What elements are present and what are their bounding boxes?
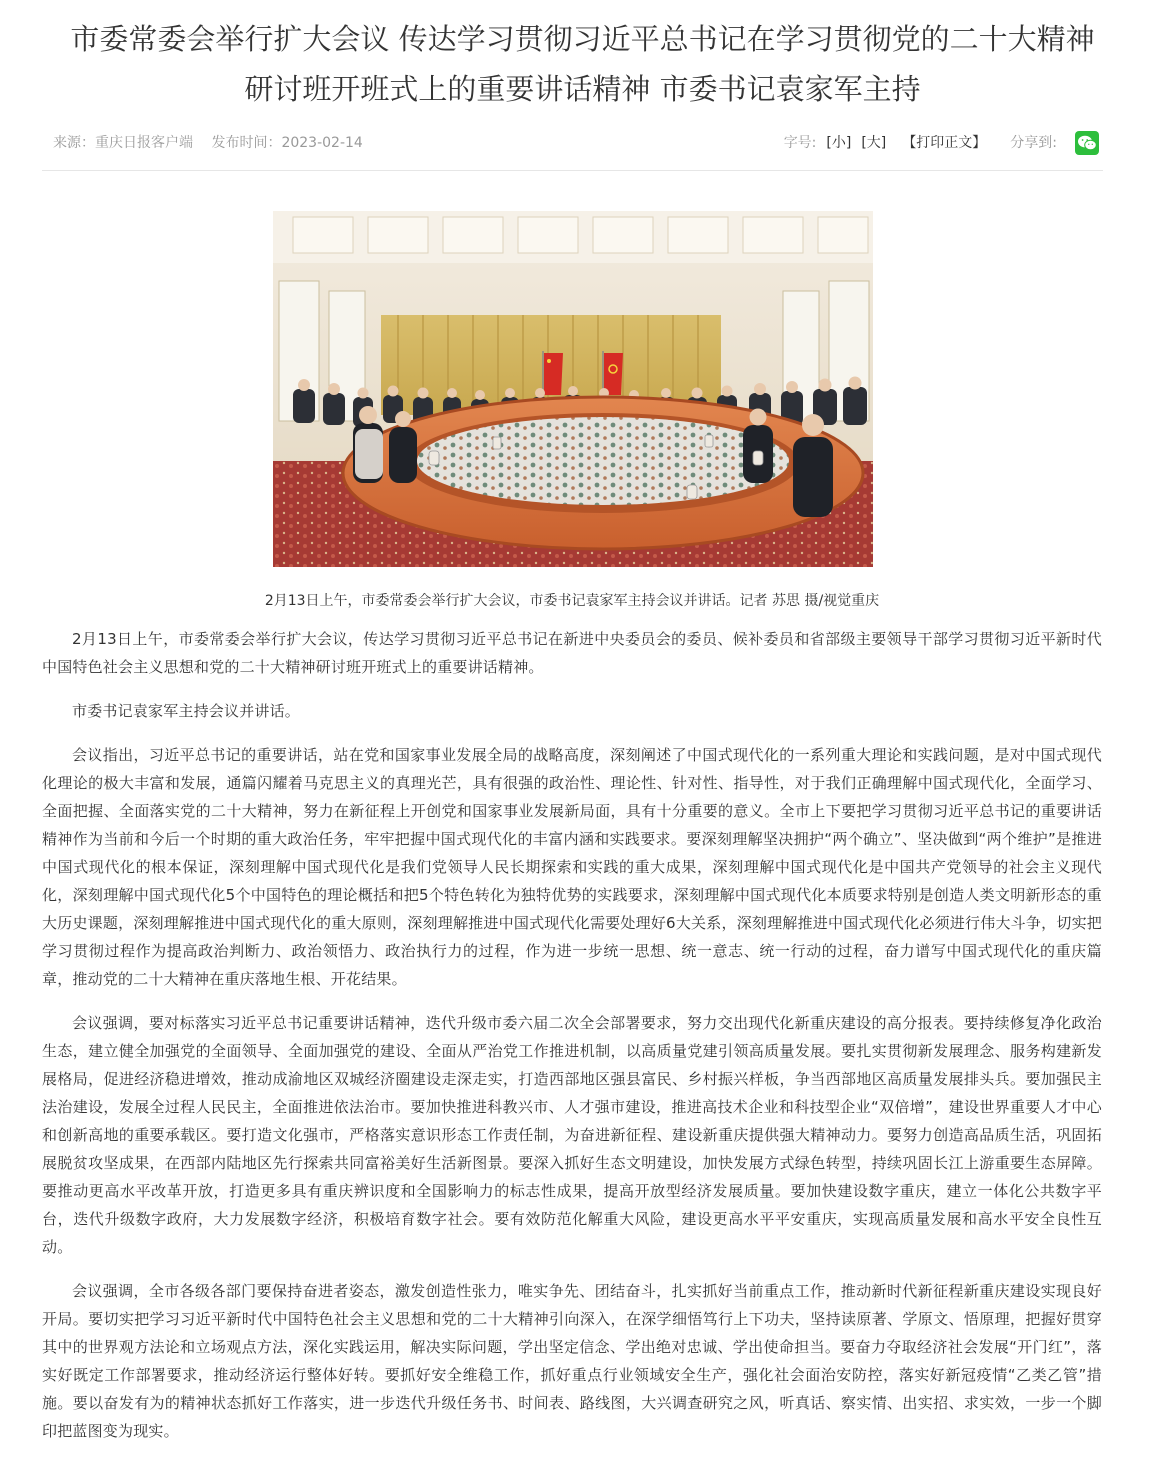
font-size-large-button[interactable]: [大] bbox=[861, 135, 887, 151]
article-toolbar bbox=[784, 128, 1099, 158]
photo-caption: 2月13日上午，市委常委会举行扩大会议，市委书记袁家军主持会议并讲话。记者 苏思 摄/视觉重庆 bbox=[264, 593, 880, 609]
wechat-icon bbox=[1077, 134, 1097, 152]
article-title-line-1: 市委常委会举行扩大会议 传达学习贯彻习近平总书记在学习贯彻党的二十大精神 bbox=[70, 22, 1095, 56]
article-body bbox=[42, 625, 1102, 1461]
article-meta-bar bbox=[53, 128, 1099, 158]
article-title-line-2: 研讨班开班式上的重要讲话精神 市委书记袁家军主持 bbox=[244, 72, 921, 106]
meta-divider bbox=[42, 170, 1103, 171]
meeting-photo bbox=[273, 211, 873, 567]
article-source: 来源：重庆日报客户端 bbox=[53, 135, 193, 151]
font-size-label: 字号: bbox=[783, 135, 817, 151]
article-paragraph: 市委书记袁家军主持会议并讲话。 bbox=[72, 702, 301, 720]
font-size-small-button[interactable]: [小] bbox=[826, 135, 852, 151]
article-paragraph: 会议强调，要对标落实习近平总书记重要讲话精神，迭代升级市委六届二次全会部署要求，努力交出现代化新重庆建设的高分报表。要持续修复净化政治生态，建立健全加强党的全面领导、全面加强党的建设、全面从严治党工作推进机制，以高质量党建引领高质量发展。要扎实贯彻新发展理念、服务构建新发展格局，促进经济稳进增效，推动成渝地区双城经济圈建设走深走实，打造西部地区强县富民、乡村振兴样板，争当西部地区高质量发展排头兵。要加强民主法治建设，发展全过程人民民主，全面推进依法治市。要加快推进科教兴市、人才强市建设，推进高技术企业和科技型企业“双倍增”，建设世界重要人才中心和创新高地的重要承载区。要打造文化强市，严格落实意识形态工作责任制，为奋进新征程、建设新重庆提供强大精神动力。要努力创造高品质生活，巩固拓展脱贫攻坚成果，在西部内陆地区先行探索共同富裕美好生活新图景。要深入抓好生态文明建设，加快发展方式绿色转型，持续巩固长江上游重要生态屏障。要推动更高水平改革开放，打造更多具有重庆辨识度和全国影响力的标志性成果，提高开放型经济发展质量。要加快建设数字重庆，建立一体化公共数字平台，迭代升级数字政府，大力发展数字经济，积极培育数字社会。要有效防范化解重大风险，建设更高水平平安重庆，实现高质量发展和高水平安全良性互动。 bbox=[42, 1014, 1102, 1256]
wechat-share-button[interactable] bbox=[1075, 131, 1099, 155]
article-paragraph: 会议强调，全市各级各部门要保持奋进者姿态，激发创造性张力，唯实争先、团结奋斗，扎实抓好当前重点工作，推动新时代新征程新重庆建设实现良好开局。要切实把学习习近平新时代中国特色社会主义思想和党的二十大精神引向深入，在深学细悟笃行上下功夫，坚持读原著、学原文、悟原理，把握好贯穿其中的世界观方法论和立场观点方法，深化实践运用，解决实际问题，学出坚定信念、学出绝对忠诚、学出使命担当。要奋力夺取经济社会发展“开门红”，落实好既定工作部署要求，推动经济运行整体好转。要抓好安全维稳工作，抓好重点行业领域安全生产，强化社会面治安防控，落实好新冠疫情“乙类乙管”措施。要以奋发有为的精神状态抓好工作落实，进一步迭代升级任务书、时间表、路线图，大兴调查研究之风，听真话、察实情、出实招、求实效，一步一个脚印把蓝图变为现实。 bbox=[42, 1282, 1102, 1440]
article-paragraph: 2月13日上午，市委常委会举行扩大会议，传达学习贯彻习近平总书记在新进中央委员会的委员、候补委员和省部级主要领导干部学习贯彻习近平新时代中国特色社会主义思想和党的二十大精神研讨班开班式上的重要讲话精神。 bbox=[42, 630, 1102, 676]
share-label: 分享到: bbox=[1010, 135, 1057, 151]
article-paragraph: 会议指出，习近平总书记的重要讲话，站在党和国家事业发展全局的战略高度，深刻阐述了中国式现代化的一系列重大理论和实践问题，是对中国式现代化理论的极大丰富和发展，通篇闪耀着马克思主义的真理光芒，具有很强的政治性、理论性、针对性、指导性，对于我们正确理解中国式现代化，全面学习、全面把握、全面落实党的二十大精神，努力在新征程上开创党和国家事业发展新局面，具有十分重要的意义。全市上下要把学习贯彻习近平总书记的重要讲话精神作为当前和今后一个时期的重大政治任务，牢牢把握中国式现代化的丰富内涵和实践要求。要深刻理解坚决拥护“两个确立”、坚决做到“两个维护”是推进中国式现代化的根本保证，深刻理解中国式现代化是我们党领导人民长期探索和实践的重大成果，深刻理解中国式现代化是中国共产党领导的社会主义现代化，深刻理解中国式现代化5个中国特色的理论概括和把5个特色转化为独特优势的实践要求，深刻理解中国式现代化本质要求特别是创造人类文明新形态的重大历史课题，深刻理解推进中国式现代化的重大原则，深刻理解推进中国式现代化需要处理好6大关系，深刻理解推进中国式现代化必须进行伟大斗争，切实把学习贯彻过程作为提高政治判断力、政治领悟力、政治执行力的过程，作为进一步统一思想、统一意志、统一行动的过程，奋力谱写中国式现代化的重庆篇章，推动党的二十大精神在重庆落地生根、开花结果。 bbox=[42, 746, 1102, 988]
print-button[interactable]: 【打印正文】 bbox=[902, 135, 987, 151]
article-title bbox=[40, 14, 1125, 114]
article-publish-time: 发布时间：2023-02-14 bbox=[211, 135, 363, 151]
